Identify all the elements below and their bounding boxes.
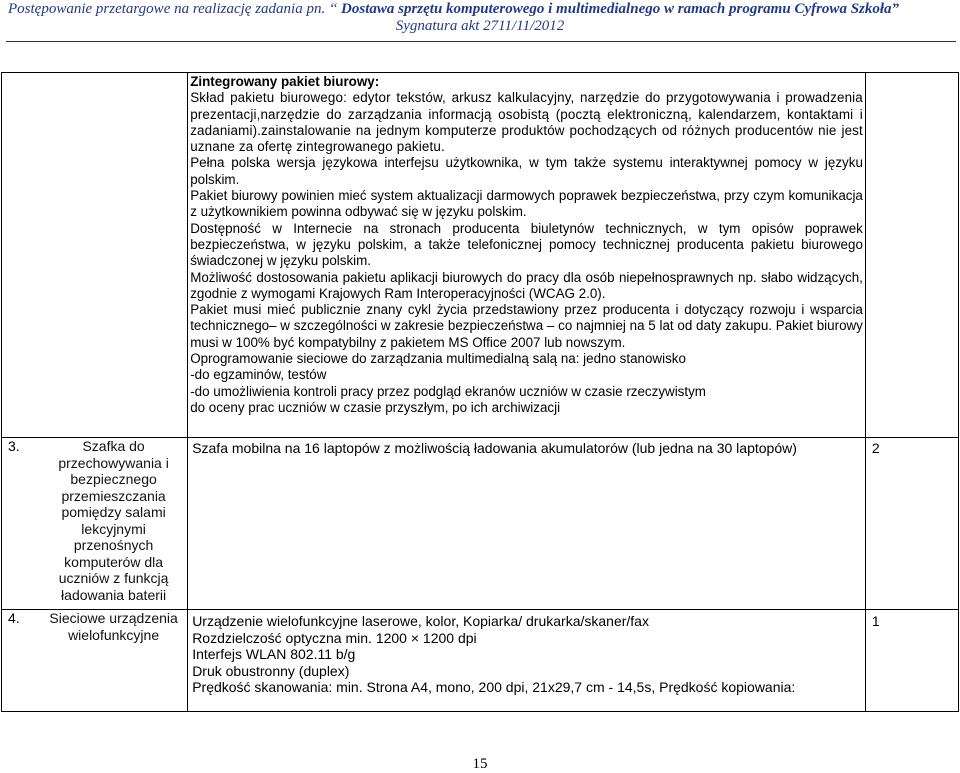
spec-line: Interfejs WLAN 802.11 b/g bbox=[192, 646, 356, 662]
item-description-cell bbox=[188, 610, 866, 712]
quantity-cell bbox=[865, 438, 958, 610]
description-paragraph: Możliwość dostosowania pakietu aplikacji biurowych do pracy dla osób niepełnosprawnych np. słabo widzących, zgodnie z wymogami Krajowych Ram Interoperacyjności (WCAG 2.0). bbox=[190, 269, 863, 301]
quantity-cell bbox=[865, 73, 958, 438]
header-case-number: Sygnatura akt 2711/11/2012 bbox=[395, 18, 565, 34]
description-paragraph: Oprogramowanie sieciowe do zarządzania multimedialną salą na: jedno stanowisko bbox=[190, 351, 686, 367]
description-paragraph: Pełna polska wersja językowa interfejsu użytkownika, w tym także systemu interaktywnej pomocy w języku polskim. bbox=[190, 155, 863, 187]
spec-line: Druk obustronny (duplex) bbox=[192, 662, 350, 679]
spec-line: Urządzenie wielofunkcyjne laserowe, kolor, Kopiarka/ drukarka/skaner/fax bbox=[192, 613, 649, 629]
spec-line: Rozdzielczość optyczna min. 1200 × 1200 dpi bbox=[192, 629, 477, 646]
item-name-cell bbox=[2, 610, 188, 712]
description-paragraph: Dostępność w Internecie na stronach producenta biuletynów technicznych, w tym opisów poprawek bezpieczeństwa, w języku polskim, a także telefonicznej pomocy technicznej producenta pakietu biurowego świadczonej w języku polskim. bbox=[190, 220, 863, 269]
description-paragraph: Pakiet musi mieć publicznie znany cykl życia przedstawiony przez producenta i dotyczący rozwoju i wsparcia technicznego– w szczególności w zakresie bezpieczeństwa – co najmniej na 5 lat od daty zakupu. Pakiet biurowy musi w 100% być kompatybilny z pakietem MS Office 2007 lub nowszym. bbox=[190, 302, 863, 350]
header-project-name: Dostawa sprzętu komputerowego i multimedialnego w ramach programu bbox=[341, 1, 791, 17]
description-paragraph: Pakiet biurowy powinien mieć system aktualizacji darmowych poprawek bezpieczeństwa, przy czym komunikacja z użytkownikiem powinna odbywać się w języku polskim. bbox=[190, 188, 863, 220]
table-row bbox=[2, 438, 959, 610]
quantity-cell bbox=[865, 610, 958, 712]
item-description: Szafa mobilna na 16 laptopów z możliwością ładowania akumulatorów (lub jedna na 30 laptopów) bbox=[192, 440, 797, 456]
description-paragraph: -do umożliwienia kontroli pracy przez podgląd ekranów uczniów w czasie rzeczywistym bbox=[190, 383, 706, 399]
description-paragraph: Skład pakietu biurowego: edytor tekstów, arkusz kalkulacyjny, narzędzie do przygotowywania i prowadzenia prezentacji,narzędzie do zarządzania informacją osobistą (pocztą elektroniczną, kalendarzem, kontaktami i zadaniami).zainstalowanie na jednym komputerze produktów pochodzących od różnych producentów nie jest uznane za ofertę zintegrowanego pakietu. bbox=[190, 90, 863, 155]
description-paragraph: -do egzaminów, testów bbox=[190, 367, 327, 383]
header-title-line bbox=[8, 1, 958, 18]
item-quantity: 2 bbox=[871, 440, 880, 456]
item-description-cell bbox=[188, 438, 866, 610]
page-number: 15 bbox=[472, 756, 488, 772]
table-row bbox=[2, 610, 959, 712]
item-name-cell bbox=[2, 438, 188, 610]
item-description-cell bbox=[188, 73, 866, 438]
office-suite-title: Zintegrowany pakiet biurowy: bbox=[190, 74, 380, 89]
table-row bbox=[2, 73, 959, 438]
item-quantity: 1 bbox=[871, 613, 880, 629]
spec-line: Prędkość skanowania: min. Strona A4, mono, 200 dpi, 21x29,7 cm - 14,5s, Prędkość kopiowania: bbox=[192, 679, 796, 695]
item-name-cell bbox=[2, 73, 188, 438]
header-program-name: Cyfrowa Szkoła” bbox=[794, 1, 900, 17]
description-paragraph: do oceny prac uczniów w czasie przyszłym, po ich archiwizacji bbox=[190, 399, 561, 415]
item-name: Sieciowe urządzenia wielofunkcyjne bbox=[49, 610, 178, 643]
item-number: 3. bbox=[8, 438, 20, 454]
specification-table bbox=[1, 72, 959, 712]
header-prefix: Postępowanie przetargowe na realizację zadania pn. ‘‘ bbox=[8, 1, 338, 17]
header-divider bbox=[6, 41, 956, 42]
item-number: 4. bbox=[8, 610, 20, 626]
item-name: Szafka do przechowywania i bezpiecznego przemieszczania pomiędzy salami lekcyjnymi przenośnych komputerów dla uczniów z funkcją ładowania baterii bbox=[58, 438, 169, 603]
